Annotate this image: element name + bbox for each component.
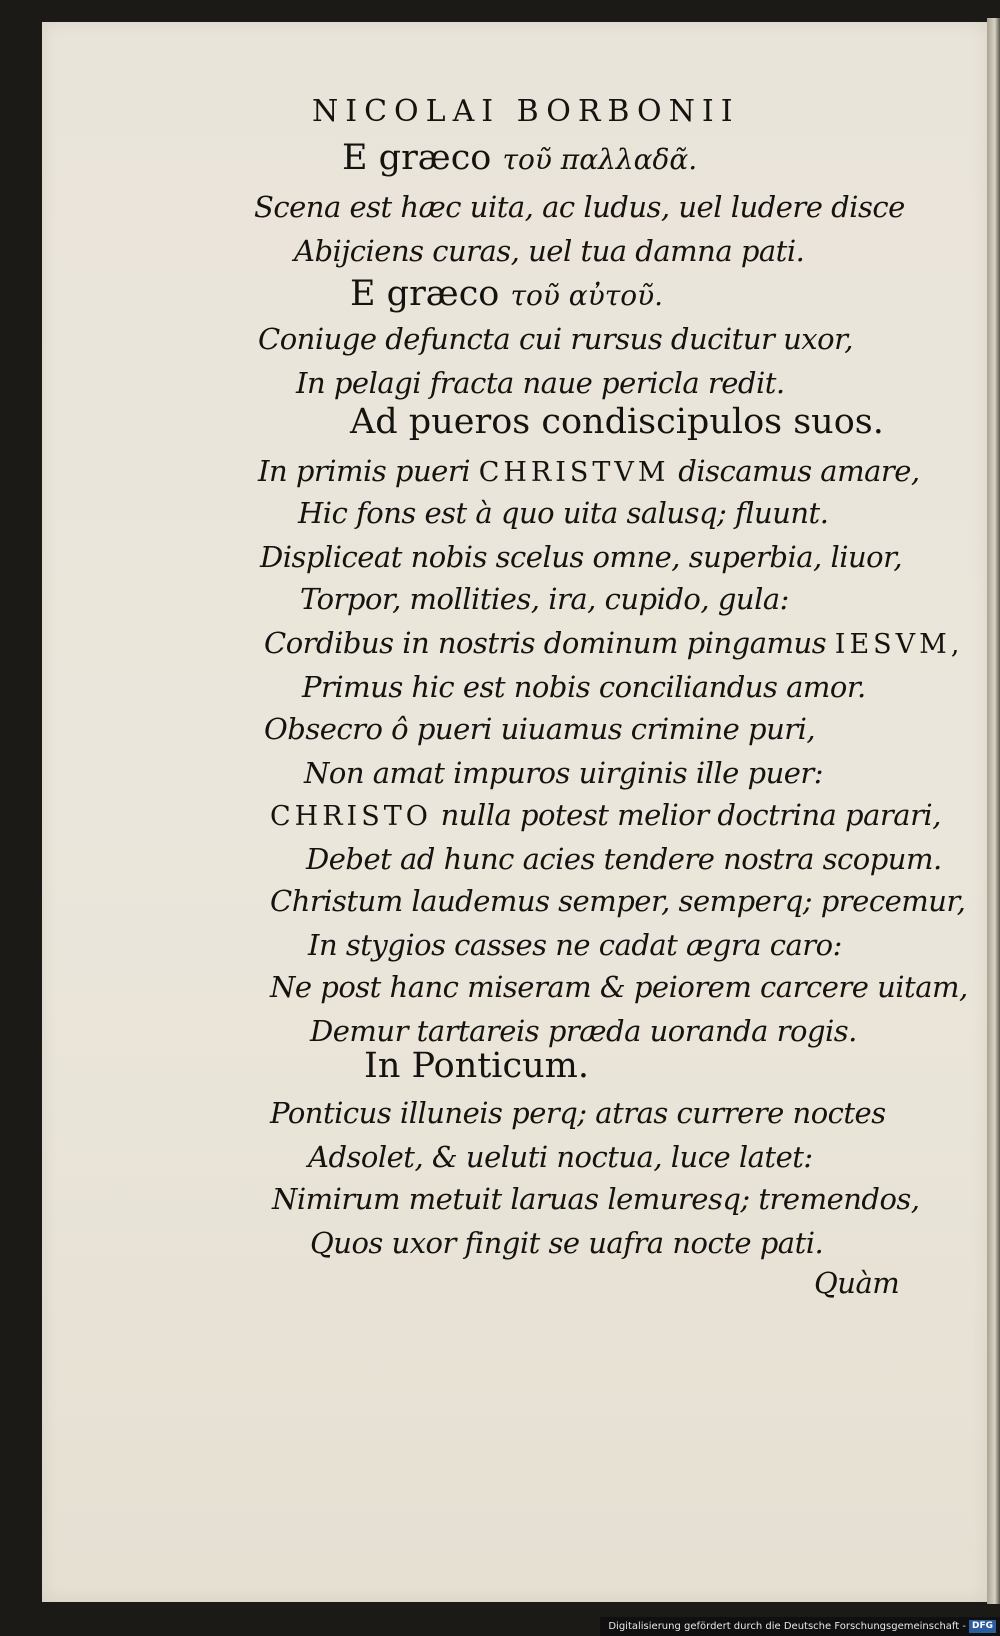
dfg-logo: DFG bbox=[969, 1620, 996, 1633]
verse-capitals: CHRISTVM bbox=[478, 457, 670, 488]
verse-line: Scena est hæc uita, ac ludus, uel ludere disce bbox=[254, 190, 905, 224]
verse-line: Ne post hanc miseram & peiorem carcere uitam, bbox=[270, 970, 968, 1004]
verse-text: In primis pueri bbox=[258, 454, 470, 488]
heading-greek: τοῦ παλλαδᾶ. bbox=[502, 143, 698, 176]
verse-line: Ponticus illuneis perq; atras currere noctes bbox=[270, 1096, 886, 1130]
heading-latin: E græco bbox=[342, 138, 492, 178]
verse-line: Demur tartareis præda uoranda rogis. bbox=[310, 1014, 857, 1048]
verse-line: Nimirum metuit laruas lemuresq; tremendos, bbox=[272, 1182, 920, 1216]
verse-line: Abijciens curas, uel tua damna pati. bbox=[294, 234, 805, 268]
verse-capitals: CHRISTO bbox=[270, 801, 432, 832]
catchword: Quàm bbox=[814, 1266, 900, 1300]
verse-line: Hic fons est à quo uita salusq; fluunt. bbox=[298, 496, 829, 530]
book-page bbox=[42, 22, 987, 1602]
verse-line bbox=[258, 454, 920, 488]
verse-line bbox=[270, 798, 941, 832]
verse-line: Displiceat nobis scelus omne, superbia, liuor, bbox=[260, 540, 903, 574]
verse-line bbox=[264, 626, 963, 660]
footer-text: Digitalisierung gefördert durch die Deutsche Forschungsgemeinschaft - bbox=[608, 1621, 966, 1632]
verse-line: Non amat impuros uirginis ille puer: bbox=[304, 756, 824, 790]
digitization-footer bbox=[600, 1617, 1000, 1636]
verse-text: nulla potest melior doctrina parari, bbox=[440, 798, 941, 832]
verse-line: Torpor, mollities, ira, cupido, gula: bbox=[300, 582, 789, 616]
verse-line: Adsolet, & ueluti noctua, luce latet: bbox=[308, 1140, 813, 1174]
heading-greek: τοῦ αὐτοῦ. bbox=[510, 279, 663, 312]
verse-text: discamus amare, bbox=[678, 454, 920, 488]
verse-line: In pelagi fracta naue pericla redit. bbox=[296, 366, 785, 400]
verse-line: Coniuge defuncta cui rursus ducitur uxor, bbox=[258, 322, 853, 356]
section-heading bbox=[342, 138, 697, 178]
section-heading bbox=[350, 274, 663, 314]
verse-line: Primus hic est nobis conciliandus amor. bbox=[302, 670, 866, 704]
verse-line: Christum laudemus semper, semperq; precemur, bbox=[270, 884, 966, 918]
verse-capitals: IESVM, bbox=[834, 629, 964, 660]
verse-line: Obsecro ô pueri uiuamus crimine puri, bbox=[264, 712, 816, 746]
page-edge bbox=[987, 18, 1000, 1604]
running-head: NICOLAI BORBONII bbox=[312, 94, 740, 129]
verse-line: In stygios casses ne cadat ægra caro: bbox=[308, 928, 842, 962]
section-heading: In Ponticum. bbox=[364, 1046, 589, 1086]
heading-latin: E græco bbox=[350, 274, 500, 314]
verse-line: Quos uxor fingit se uafra nocte pati. bbox=[310, 1226, 824, 1260]
verse-line: Debet ad hunc acies tendere nostra scopum. bbox=[306, 842, 942, 876]
verse-text: Cordibus in nostris dominum pingamus bbox=[264, 626, 827, 660]
section-heading: Ad pueros condiscipulos suos. bbox=[350, 402, 884, 442]
